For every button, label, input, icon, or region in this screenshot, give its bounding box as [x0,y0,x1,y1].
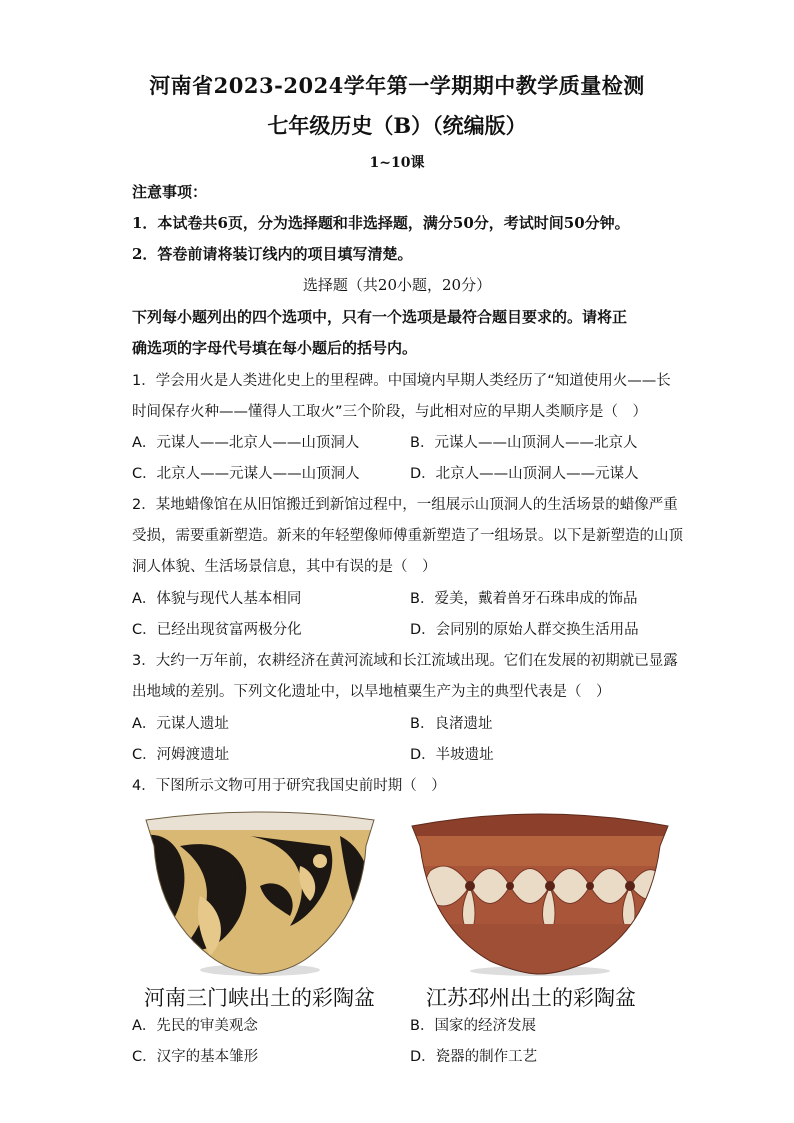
pizhou-painted-pottery-basin-image [410,806,670,976]
q3-option-c[interactable]: C．河姆渡遗址 [132,747,230,763]
q4-option-b[interactable]: B．国家的经济发展 [410,1018,536,1034]
note-item-1: 1．本试卷共6页，分为选择题和非选择题，满分50分，考试时间50分钟。 [132,214,630,232]
q1-line-1: 1．学会用火是人类进化史上的里程碑。中国境内早期人类经历了“知道使用火——长 [132,373,671,389]
exam-title: 河南省2023-2024学年第一学期期中教学质量检测 [149,73,645,98]
lesson-range: 1~10课 [369,155,425,171]
right-figure-caption: 江苏邳州出土的彩陶盆 [426,986,636,1010]
q2-option-a[interactable]: A．体貌与现代人基本相同 [132,591,302,607]
q3-line-2: 出地域的差别。下列文化遗址中，以旱地植粟生产为主的典型代表是（ ） [132,684,611,700]
q3-option-a[interactable]: A．元谋人遗址 [132,716,229,732]
sanmenxia-painted-pottery-basin-image [140,806,380,976]
q4-option-a[interactable]: A．先民的审美观念 [132,1018,258,1034]
q4-option-c[interactable]: C．汉字的基本雏形 [132,1049,259,1065]
q1-option-d[interactable]: D．北京人——山顶洞人——元谋人 [410,466,639,482]
exam-subtitle: 七年级历史（B）（统编版） [267,113,527,138]
q3-line-1: 3．大约一万年前，农耕经济在黄河流域和长江流域出现。它们在发展的初期就已显露 [132,653,678,669]
q3-option-b[interactable]: B．良渚遗址 [410,716,493,732]
q1-line-2: 时间保存火种——懂得人工取火”三个阶段，与此相对应的早期人类顺序是（ ） [132,404,648,420]
section-instruction-line-1: 下列每小题列出的四个选项中，只有一个选项是最符合题目要求的。请将正 [132,308,628,326]
q2-line-2: 受损，需要重新塑造。新来的年轻塑像师傅重新塑造了一组场景。以下是新塑造的山顶 [132,528,683,544]
q3-option-d[interactable]: D．半坡遗址 [410,747,494,763]
q2-line-1: 2．某地蜡像馆在从旧馆搬迁到新馆过程中，一组展示山顶洞人的生活场景的蜡像严重 [132,497,678,513]
q4-option-d[interactable]: D．瓷器的制作工艺 [410,1049,538,1065]
note-item-2: 2．答卷前请将装订线内的项目填写清楚。 [132,245,413,263]
q4-line-1: 4．下图所示文物可用于研究我国史前时期（ ） [132,778,446,794]
section-title: 选择题（共20小题，20分） [302,276,492,294]
q1-option-b[interactable]: B．元谋人——山顶洞人——北京人 [410,435,638,451]
left-figure-caption: 河南三门峡出土的彩陶盆 [144,986,375,1010]
q1-option-c[interactable]: C．北京人——元谋人——山顶洞人 [132,466,360,482]
notes-heading: 注意事项： [132,183,208,201]
q1-option-a[interactable]: A．元谋人——北京人——山顶洞人 [132,435,360,451]
section-instruction-line-2: 确选项的字母代号填在每小题后的括号内。 [132,339,418,357]
q2-option-d[interactable]: D．会同别的原始人群交换生活用品 [410,622,639,638]
q2-line-3: 洞人体貌、生活场景信息，其中有误的是（ ） [132,559,437,575]
q2-option-b[interactable]: B．爱美，戴着兽牙石珠串成的饰品 [410,591,638,607]
q2-option-c[interactable]: C．已经出现贫富两极分化 [132,622,302,638]
